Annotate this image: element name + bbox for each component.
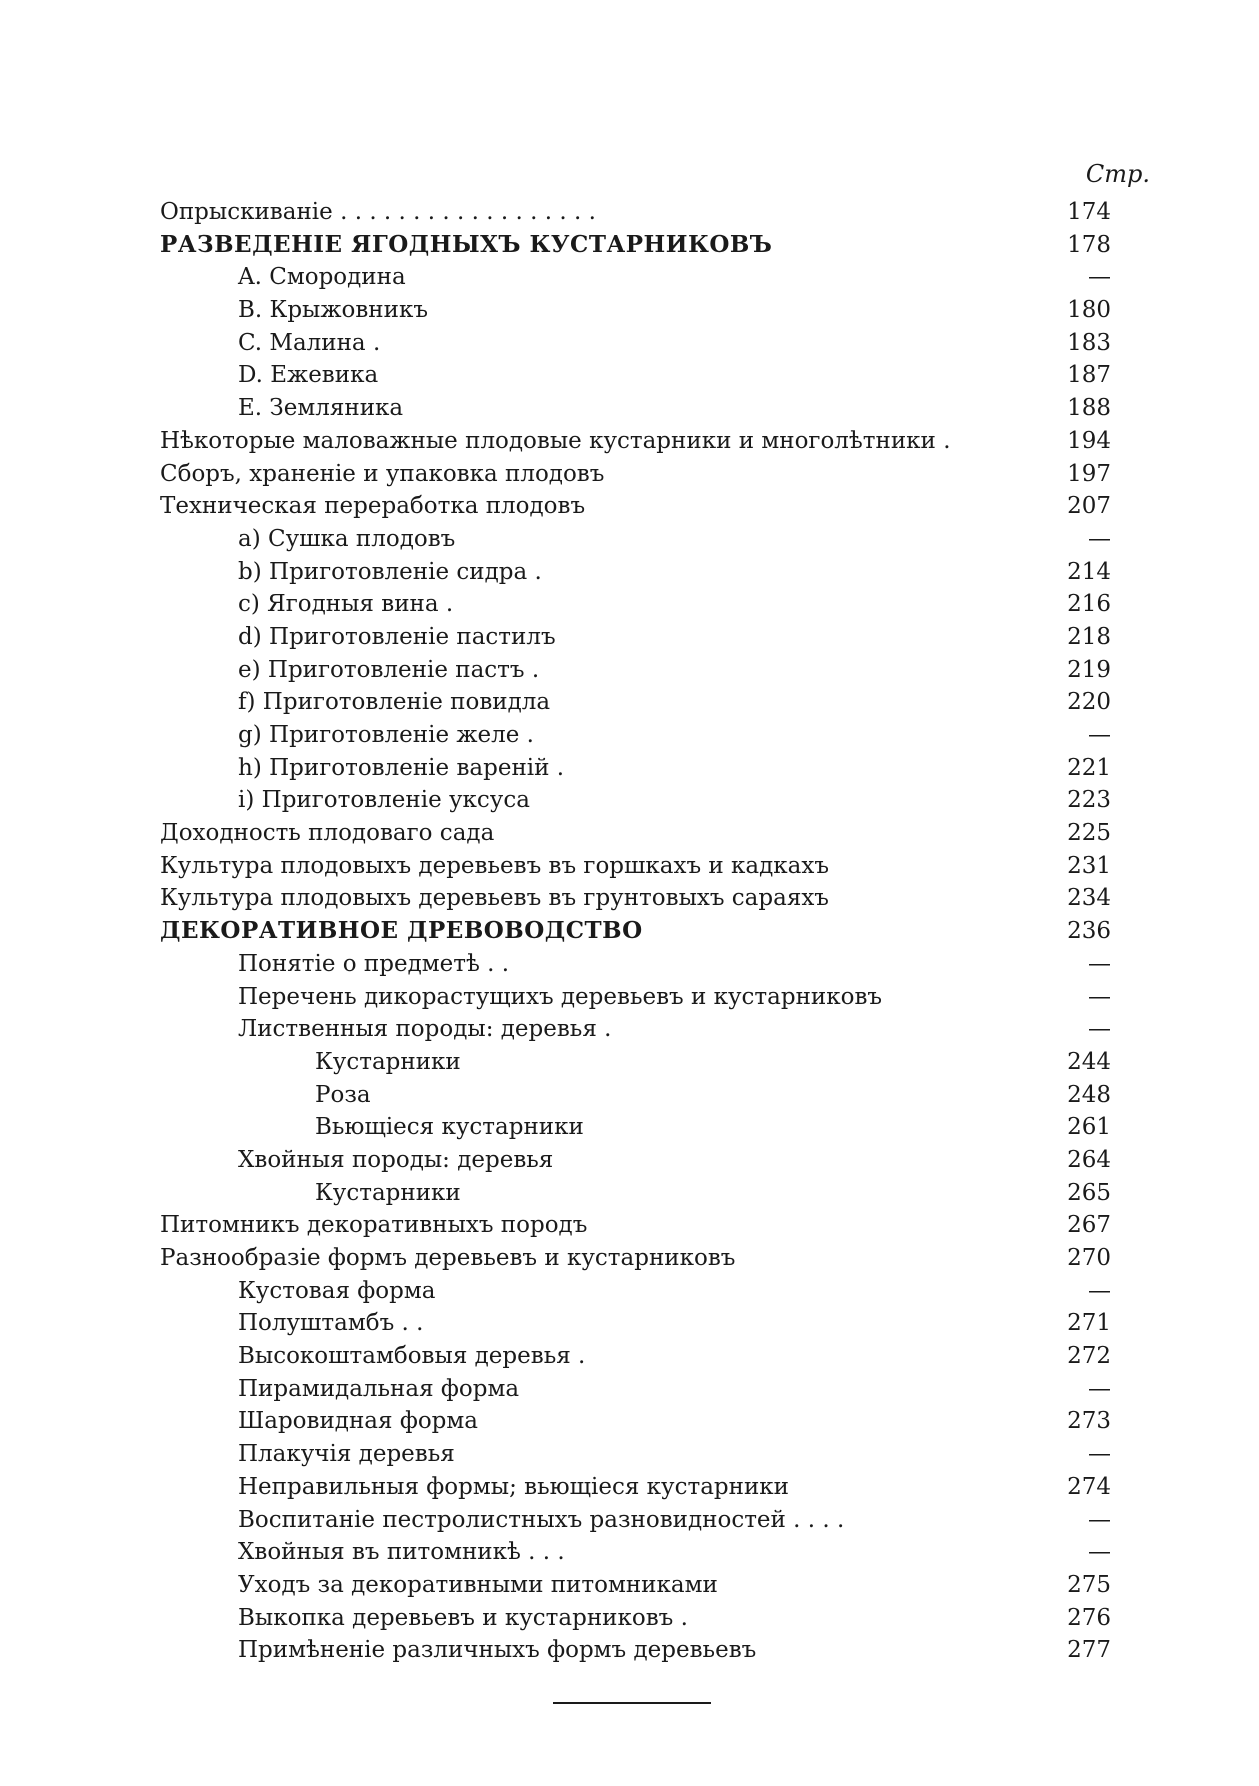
toc-entry [0,752,1259,785]
page-column-label: Стр. [1085,160,1150,188]
toc-entry-title: Шаровидная форма [238,1408,479,1435]
toc-entry-title: C. Малина . [238,329,381,356]
toc-entry-title: i) Приготовленіе уксуса [238,787,530,814]
toc-entry-page-number: 174 [1067,199,1111,225]
toc-entry [0,1438,1259,1471]
toc-entry-page-number: 277 [1067,1637,1111,1664]
toc-entry [0,850,1259,883]
toc-entry-page-number: 273 [1067,1408,1111,1435]
toc-entry-page-number: — [1088,1506,1111,1533]
toc-entry [0,1405,1259,1438]
toc-entry-title: Лиственныя породы: деревья . [238,1016,612,1043]
toc-entry-title: Воспитаніе пестролистныхъ разновидностей . . . . [238,1506,845,1533]
toc-entry-title: Питомникъ декоративныхъ породъ [160,1212,588,1239]
toc-entry-title: Сборъ, храненіе и упаковка плодовъ [160,460,605,487]
toc-entry-page-number: 194 [1067,427,1111,454]
toc-entry [0,196,1259,229]
toc-entry-page-number: 267 [1067,1212,1111,1239]
toc-entry-page-number: 261 [1067,1114,1111,1141]
toc-entry-title: Примѣненіе различныхъ формъ деревьевъ [238,1637,757,1664]
toc-entry [0,784,1259,817]
toc-entry [0,490,1259,523]
toc-entry-title: h) Приготовленіе вареній . [238,754,565,781]
toc-entry [0,686,1259,719]
toc-entry-title: Опрыскиваніе . . . . . . . . . . . . . . . . . . [160,199,596,225]
toc-entry-title: f) Приготовленіе повидла [238,689,551,716]
toc-entry-page-number: 244 [1067,1048,1111,1075]
end-divider-rule [553,1702,711,1704]
toc-entry [0,654,1259,687]
toc-entry-page-number: 225 [1067,820,1111,847]
toc-entry [0,948,1259,981]
toc-entry-title: РАЗВЕДЕНІЕ ЯГОДНЫХЪ КУСТАРНИКОВЪ [160,230,773,258]
toc-entry-page-number: — [1088,525,1111,552]
toc-entry-title: Перечень дикорастущихъ деревьевъ и кустарниковъ [238,983,883,1010]
toc-entry [0,1634,1259,1667]
toc-entry [0,1079,1259,1112]
toc-entry-title: a) Сушка плодовъ [238,525,456,552]
toc-entry [0,719,1259,752]
toc-entry [0,882,1259,915]
toc-entry-title: Понятіе о предметѣ . . [238,950,510,977]
toc-entry-title: E. Земляника [238,395,404,422]
toc-entry-page-number: 265 [1067,1179,1111,1206]
toc-entry [0,1275,1259,1308]
toc-entry-title: Культура плодовыхъ деревьевъ въ грунтовыхъ сараяхъ [160,885,829,912]
toc-entry-page-number: 275 [1067,1571,1111,1598]
toc-entry [0,981,1259,1014]
toc-entry-page-number: — [1088,722,1111,748]
toc-entry-page-number: 270 [1067,1245,1111,1271]
toc-entry-page-number: — [1088,264,1111,291]
toc-entry [0,1242,1259,1275]
toc-entry-title: d) Приготовленіе пастилъ [238,623,556,650]
toc-entry-page-number: — [1088,1016,1111,1043]
table-of-contents [0,196,1259,1667]
toc-entry [0,294,1259,327]
toc-entry-title: Хвойныя въ питомникѣ . . . [238,1539,565,1566]
toc-entry-page-number: — [1088,983,1111,1010]
toc-entry-title: Кустарники [315,1179,461,1206]
toc-entry-title: c) Ягодныя вина . [238,591,454,618]
toc-entry-page-number: 248 [1067,1081,1111,1108]
toc-entry-page-number: — [1088,1441,1111,1468]
toc-entry-page-number: 219 [1067,656,1111,683]
toc-entry [0,621,1259,654]
toc-entry-page-number: 214 [1067,558,1111,585]
toc-entry-title: Уходъ за декоративными питомниками [238,1571,718,1598]
toc-entry-page-number: 187 [1067,362,1111,389]
toc-entry-title: Доходность плодоваго сада [160,820,495,847]
toc-entry-page-number: 236 [1067,918,1111,945]
toc-entry-title: b) Приготовленіе сидра . [238,558,542,585]
toc-entry-page-number: — [1088,1375,1111,1402]
toc-entry [0,359,1259,392]
toc-entry-page-number: 264 [1067,1146,1111,1173]
toc-entry [0,1373,1259,1406]
toc-entry [0,1602,1259,1635]
toc-entry-title: Культура плодовыхъ деревьевъ въ горшкахъ и кадкахъ [160,852,829,879]
toc-entry [0,1177,1259,1210]
toc-entry-title: Вьющіеся кустарники [315,1114,584,1141]
toc-entry-page-number: 188 [1067,395,1111,422]
toc-section-heading [0,915,1259,948]
toc-entry-page-number: 178 [1067,231,1111,258]
toc-entry-page-number: — [1088,950,1111,977]
toc-entry [0,1340,1259,1373]
toc-entry-page-number: 218 [1067,623,1111,650]
toc-entry [0,1569,1259,1602]
toc-entry-title: Пирамидальная форма [238,1375,520,1402]
toc-section-heading [0,229,1259,262]
toc-entry [0,817,1259,850]
toc-entry-page-number: 180 [1067,297,1111,324]
toc-entry-title: Неправильныя формы; вьющіеся кустарники [238,1473,789,1500]
toc-entry [0,1209,1259,1242]
toc-entry [0,425,1259,458]
toc-entry-page-number: 221 [1067,754,1111,781]
toc-entry-title: A. Смородина [238,264,406,291]
toc-entry [0,1471,1259,1504]
toc-entry-page-number: 207 [1067,493,1111,520]
toc-entry-page-number: 231 [1067,852,1111,879]
toc-entry-title: Хвойныя породы: деревья [238,1146,554,1173]
toc-entry-page-number: 272 [1067,1343,1111,1370]
toc-entry-page-number: 276 [1067,1604,1111,1631]
toc-entry-title: Техническая переработка плодовъ [160,493,586,520]
toc-entry-page-number: 197 [1067,460,1111,487]
toc-entry-title: ДЕКОРАТИВНОЕ ДРЕВОВОДСТВО [160,917,643,945]
toc-entry-title: e) Приготовленіе пастъ . [238,656,540,683]
toc-entry [0,261,1259,294]
toc-entry-page-number: — [1088,1539,1111,1566]
toc-entry [0,1144,1259,1177]
toc-entry-title: Роза [315,1081,371,1108]
toc-entry-title: Нѣкоторые маловажные плодовые кустарники и многолѣтники . [160,427,951,454]
toc-entry [0,1307,1259,1340]
toc-entry [0,1013,1259,1046]
toc-entry [0,556,1259,589]
toc-entry-page-number: — [1088,1277,1111,1304]
toc-entry [0,523,1259,556]
toc-entry-page-number: 183 [1067,329,1111,356]
toc-entry-title: Разнообразіе формъ деревьевъ и кустарниковъ [160,1245,736,1271]
toc-entry-title: Кустарники [315,1048,461,1075]
toc-entry-page-number: 271 [1067,1310,1111,1337]
toc-entry [0,392,1259,425]
toc-entry [0,1536,1259,1569]
toc-entry-page-number: 216 [1067,591,1111,618]
toc-entry-page-number: 274 [1067,1473,1111,1500]
toc-entry-title: D. Ежевика [238,362,379,389]
toc-entry [0,1046,1259,1079]
toc-entry-title: g) Приготовленіе желе . [238,722,534,748]
toc-entry-title: Выкопка деревьевъ и кустарниковъ . [238,1604,688,1631]
toc-entry [0,588,1259,621]
toc-entry-page-number: 220 [1067,689,1111,716]
toc-entry-page-number: 223 [1067,787,1111,814]
toc-entry [0,1111,1259,1144]
toc-entry-title: Кустовая форма [238,1277,436,1304]
toc-entry-title: B. Крыжовникъ [238,297,428,324]
toc-entry-title: Полуштамбъ . . [238,1310,424,1337]
toc-entry [0,458,1259,491]
toc-entry-page-number: 234 [1067,885,1111,912]
toc-entry [0,1504,1259,1537]
toc-entry-title: Высокоштамбовыя деревья . [238,1343,586,1370]
toc-entry-title: Плакучія деревья [238,1441,455,1468]
toc-entry [0,327,1259,360]
